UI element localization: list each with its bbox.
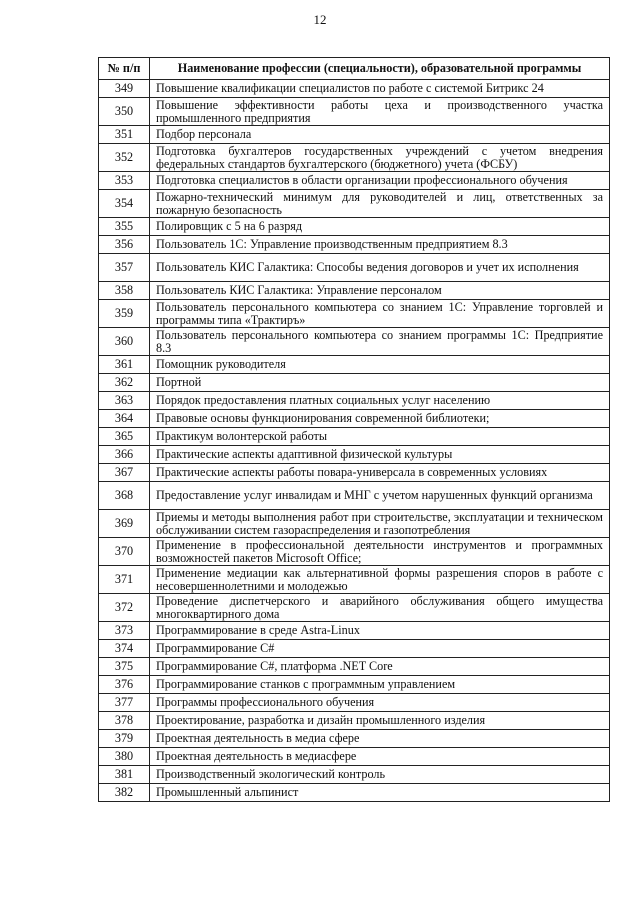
program-name: Проектирование, разработка и дизайн промышленного изделия <box>150 712 610 730</box>
program-name: Проведение диспетчерского и аварийного обслуживания общего имущества многоквартирного дома <box>150 594 610 622</box>
row-number: 376 <box>99 676 150 694</box>
row-number: 353 <box>99 172 150 190</box>
row-number: 366 <box>99 446 150 464</box>
program-name: Пользователь КИС Галактика: Управление персоналом <box>150 282 610 300</box>
row-number: 380 <box>99 748 150 766</box>
row-number: 350 <box>99 98 150 126</box>
table-row <box>99 566 610 594</box>
table-row <box>99 80 610 98</box>
table-row <box>99 538 610 566</box>
row-number: 381 <box>99 766 150 784</box>
table-row <box>99 676 610 694</box>
program-name: Программы профессионального обучения <box>150 694 610 712</box>
program-name: Промышленный альпинист <box>150 784 610 802</box>
row-number: 373 <box>99 622 150 640</box>
program-name: Пользователь 1С: Управление производственным предприятием 8.3 <box>150 236 610 254</box>
table-row <box>99 658 610 676</box>
program-name: Повышение квалификации специалистов по работе с системой Битрикс 24 <box>150 80 610 98</box>
row-number: 354 <box>99 190 150 218</box>
row-number: 356 <box>99 236 150 254</box>
row-number: 358 <box>99 282 150 300</box>
table-row <box>99 640 610 658</box>
row-number: 368 <box>99 482 150 510</box>
table-row <box>99 218 610 236</box>
table-row <box>99 510 610 538</box>
program-name: Практикум волонтерской работы <box>150 428 610 446</box>
program-name: Приемы и методы выполнения работ при строительстве, эксплуатации и техническом обслуживании систем газораспределения и газопотребления <box>150 510 610 538</box>
row-number: 351 <box>99 126 150 144</box>
program-name: Программирование С# <box>150 640 610 658</box>
table-row <box>99 144 610 172</box>
program-name: Помощник руководителя <box>150 356 610 374</box>
row-number: 361 <box>99 356 150 374</box>
row-number: 379 <box>99 730 150 748</box>
program-name: Подбор персонала <box>150 126 610 144</box>
page-number: 12 <box>313 12 327 27</box>
table-row <box>99 300 610 328</box>
row-number: 362 <box>99 374 150 392</box>
program-name: Предоставление услуг инвалидам и МНГ с учетом нарушенных функций организма <box>150 482 610 510</box>
program-name: Применение в профессиональной деятельности инструментов и программных возможностей пакетов Microsoft Office; <box>150 538 610 566</box>
program-name: Подготовка бухгалтеров государственных учреждений с учетом внедрения федеральных стандартов бухгалтерского (бюджетного) учета (ФСБУ) <box>150 144 610 172</box>
table-row <box>99 282 610 300</box>
program-name: Программирование в среде Astra-Linux <box>150 622 610 640</box>
table-row <box>99 410 610 428</box>
program-name: Применение медиации как альтернативной формы разрешения споров в работе с несовершеннолетними и молодежью <box>150 566 610 594</box>
program-name: Портной <box>150 374 610 392</box>
table-row <box>99 428 610 446</box>
table-row <box>99 748 610 766</box>
table-row <box>99 784 610 802</box>
program-name: Практические аспекты адаптивной физической культуры <box>150 446 610 464</box>
table-row <box>99 482 610 510</box>
row-number: 371 <box>99 566 150 594</box>
row-number: 372 <box>99 594 150 622</box>
row-number: 378 <box>99 712 150 730</box>
table-row <box>99 712 610 730</box>
row-number: 369 <box>99 510 150 538</box>
row-number: 377 <box>99 694 150 712</box>
table-row <box>99 622 610 640</box>
program-name: Подготовка специалистов в области организации профессионального обучения <box>150 172 610 190</box>
program-name: Производственный экологический контроль <box>150 766 610 784</box>
row-number: 363 <box>99 392 150 410</box>
program-name: Правовые основы функционирования современной библиотеки; <box>150 410 610 428</box>
row-number: 364 <box>99 410 150 428</box>
table-row <box>99 694 610 712</box>
row-number: 360 <box>99 328 150 356</box>
table-row <box>99 374 610 392</box>
table-body <box>99 80 610 802</box>
table-row <box>99 254 610 282</box>
table-row <box>99 446 610 464</box>
table-row <box>99 392 610 410</box>
table-row <box>99 126 610 144</box>
row-number: 349 <box>99 80 150 98</box>
table-row <box>99 464 610 482</box>
program-name: Практические аспекты работы повара-универсала в современных условиях <box>150 464 610 482</box>
row-number: 375 <box>99 658 150 676</box>
table-row <box>99 328 610 356</box>
table-row <box>99 356 610 374</box>
program-name: Порядок предоставления платных социальных услуг населению <box>150 392 610 410</box>
table-row <box>99 236 610 254</box>
header-name: Наименование профессии (специальности), образовательной программы <box>150 58 610 80</box>
row-number: 359 <box>99 300 150 328</box>
table-row <box>99 190 610 218</box>
row-number: 355 <box>99 218 150 236</box>
table-row <box>99 98 610 126</box>
row-number: 365 <box>99 428 150 446</box>
table-row <box>99 766 610 784</box>
program-name: Пользователь персонального компьютера со знанием программы 1С: Предприятие 8.3 <box>150 328 610 356</box>
table-row <box>99 172 610 190</box>
row-number: 367 <box>99 464 150 482</box>
program-name: Повышение эффективности работы цеха и производственного участка промышленного предприятия <box>150 98 610 126</box>
program-name: Программирование станков с программным управлением <box>150 676 610 694</box>
row-number: 352 <box>99 144 150 172</box>
program-name: Полировщик с 5 на 6 разряд <box>150 218 610 236</box>
program-name: Пользователь персонального компьютера со знанием 1С: Управление торговлей и программы типа «Трактиръ» <box>150 300 610 328</box>
table-row <box>99 730 610 748</box>
program-name: Проектная деятельность в медиасфере <box>150 748 610 766</box>
program-name: Программирование С#, платформа .NET Core <box>150 658 610 676</box>
program-name: Пользователь КИС Галактика: Способы ведения договоров и учет их исполнения <box>150 254 610 282</box>
row-number: 374 <box>99 640 150 658</box>
row-number: 357 <box>99 254 150 282</box>
table-row <box>99 594 610 622</box>
program-name: Проектная деятельность в медиа сфере <box>150 730 610 748</box>
table-header-row <box>99 58 610 80</box>
programs-table <box>98 57 610 802</box>
program-name: Пожарно-технический минимум для руководителей и лиц, ответственных за пожарную безопасность <box>150 190 610 218</box>
row-number: 382 <box>99 784 150 802</box>
row-number: 370 <box>99 538 150 566</box>
header-number: № п/п <box>99 58 150 80</box>
